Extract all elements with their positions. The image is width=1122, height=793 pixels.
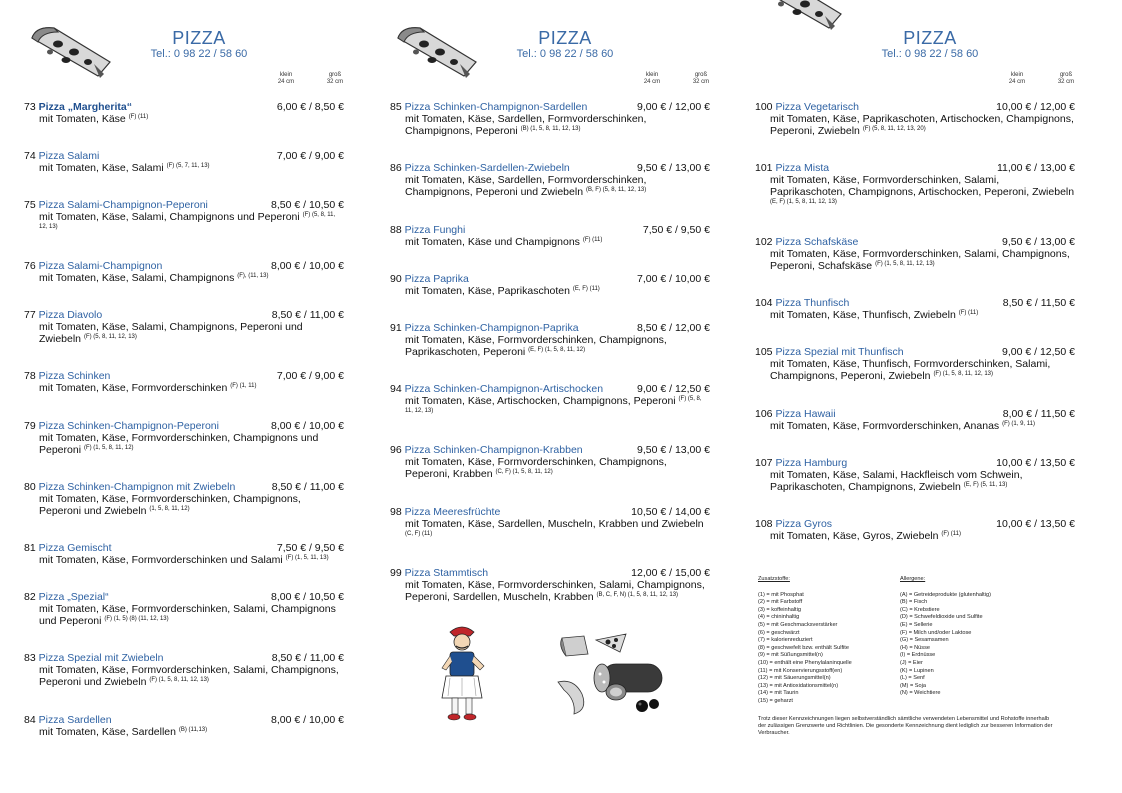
item-name: Pizza Gyros <box>775 518 833 530</box>
additive-entry: (14) = mit Taurin <box>758 690 799 697</box>
item-name: Pizza Meeresfrüchte <box>404 506 501 518</box>
allergen-entry: (L) = Senf <box>900 675 925 682</box>
item-name: Pizza Spezial mit Thunfisch <box>775 346 904 358</box>
allergen-entry: (C) = Krebstiere <box>900 606 940 613</box>
large-size-label: groß <box>328 72 342 78</box>
size-header <box>620 72 740 90</box>
additive-entry: (10) = enthält eine Phenylalaninquelle <box>758 659 852 666</box>
pizza-slice-icon <box>28 24 114 80</box>
item-name: Pizza Salami-Champignon-Peperoni <box>38 199 208 211</box>
item-codes: (F) (11) <box>582 237 603 243</box>
additive-entry: (6) = geschwärzt <box>758 629 800 636</box>
small-size-label: klein <box>279 72 293 78</box>
item-price: 8,50 € / 12,00 € <box>637 322 710 334</box>
menu-item <box>755 408 1075 432</box>
allergen-entry: (E) = Sellerie <box>900 621 933 628</box>
size-header <box>254 72 374 90</box>
menu-item <box>390 162 710 198</box>
additive-entry: (12) = mit Säuerungsmittel(n) <box>758 675 831 682</box>
item-price: 8,50 € / 10,50 € <box>271 199 344 211</box>
item-name: Pizza Salami <box>38 150 100 162</box>
item-number: 81 <box>24 542 36 554</box>
menu-item <box>24 652 344 688</box>
additives-legend <box>758 576 852 706</box>
item-name: Pizza Schinken-Champignon mit Zwiebeln <box>38 481 236 493</box>
item-description: mit Tomaten, Käse, Paprikaschoten, Artischocken, Champignons, Peperoni, Zwiebeln $^{(F) (5, 8, 11, 12, 13, 20)}$ <box>770 113 1074 137</box>
item-name: Pizza Spezial mit Zwiebeln <box>38 652 164 664</box>
allergen-entry: (K) = Lupinen <box>900 667 934 674</box>
item-price: 8,50 € / 11,00 € <box>271 652 344 664</box>
item-number: 106 <box>755 408 773 420</box>
item-description: mit Tomaten, Käse, Salami, Champignons und Peperoni $^{(F) (5, 8, 11, 12, 13)}$ <box>39 211 336 230</box>
item-price: 9,00 € / 12,00 € <box>637 101 710 113</box>
item-description: mit Tomaten, Käse, Gyros, Zwiebeln $^{(F) (11)}$ <box>770 530 961 542</box>
item-name: Pizza Schinken-Champignon-Paprika <box>404 322 579 334</box>
menu-item <box>755 457 1075 493</box>
item-name: Pizza Schinken-Sardellen-Zwiebeln <box>404 162 570 174</box>
item-name: Pizza Gemischt <box>38 542 112 554</box>
item-description: mit Tomaten, Käse, Formvorderschinken, Salami, Paprikaschoten, Champignons, Artischocken, Peperoni, Zwiebeln $^{(E, F) (1, 5, 8, 11, 12, 13)}$ <box>770 174 1075 205</box>
item-price: 10,50 € / 14,00 € <box>631 506 710 518</box>
pizza-slice-icon <box>394 24 480 80</box>
item-codes: (B, C, F, N) (1, 5, 8, 11, 12, 13) <box>596 592 679 598</box>
item-description: mit Tomaten, Käse, Formvorderschinken, Salami, Champignons, Peperoni und Zwiebeln $^{(F) (1, 5, 8, 11, 12, 13)}$ <box>39 664 339 688</box>
item-number: 82 <box>24 591 36 603</box>
additive-entry: (3) = koffeinhaltig <box>758 606 801 613</box>
item-price: 8,00 € / 10,50 € <box>271 591 344 603</box>
item-price: 9,00 € / 12,50 € <box>1002 346 1075 358</box>
item-price: 8,00 € / 10,00 € <box>271 420 344 432</box>
item-name: Pizza Hamburg <box>775 457 848 469</box>
item-number: 80 <box>24 481 36 493</box>
item-price: 8,50 € / 11,00 € <box>271 481 344 493</box>
item-name: Pizza Schinken-Champignon-Peperoni <box>38 420 219 432</box>
additive-entry: (8) = geschwefelt bzw. enthält Sulfite <box>758 644 849 651</box>
item-name: Pizza Sardellen <box>38 714 112 726</box>
item-description: mit Tomaten, Käse, Formvorderschinken, Salami, Champignons, Peperoni, Schafskäse $^{(F) (1, 5, 8, 11, 12, 13)}$ <box>770 248 1070 272</box>
item-number: 102 <box>755 236 773 248</box>
menu-item <box>390 383 710 419</box>
food-illustration <box>554 630 674 720</box>
item-description: mit Tomaten, Käse, Salami, Champignons $^{(F), (11, 13)}$ <box>39 272 269 284</box>
item-price: 8,00 € / 10,00 € <box>271 260 344 272</box>
menu-item <box>24 150 344 174</box>
additive-entry: (5) = mit Geschmacksverstärker <box>758 621 838 628</box>
item-price: 7,00 € / 10,00 € <box>637 273 710 285</box>
item-codes: (E, F) (1, 5, 8, 11, 12) <box>528 347 586 353</box>
item-name: Pizza Hawaii <box>775 408 836 420</box>
item-price: 10,00 € / 13,50 € <box>996 457 1075 469</box>
item-codes: (F) (5, 8, 11, 12, 13, 20) <box>862 126 926 132</box>
menu-item <box>24 481 344 517</box>
additive-entry: (9) = mit Süßungsmittel(n) <box>758 652 823 659</box>
item-price: 7,50 € / 9,50 € <box>276 542 344 554</box>
item-name: Pizza Schinken <box>38 370 111 382</box>
item-number: 99 <box>390 567 402 579</box>
item-codes: (F) (1, 5) (8) (11, 12, 13) <box>104 616 169 622</box>
item-number: 108 <box>755 518 773 530</box>
allergen-entry: (N) = Weichtiere <box>900 690 941 697</box>
item-number: 104 <box>755 297 773 309</box>
item-number: 83 <box>24 652 36 664</box>
item-number: 91 <box>390 322 402 334</box>
menu-item <box>390 444 710 480</box>
item-codes: (E, F) (1, 5, 8, 11, 12, 13) <box>770 199 837 205</box>
page-title: PIZZA <box>903 28 957 48</box>
allergen-entry: (B) = Fisch <box>900 599 928 606</box>
item-number: 100 <box>755 101 773 113</box>
item-price: 9,50 € / 13,00 € <box>637 162 710 174</box>
item-price: 8,00 € / 11,50 € <box>1002 408 1075 420</box>
item-name: Pizza Thunfisch <box>775 297 850 309</box>
menu-item <box>755 236 1075 272</box>
item-name: Pizza „Margherita“ <box>38 101 132 113</box>
additive-entry: (11) = mit Konservierungsstoff(en) <box>758 667 843 674</box>
item-name: Pizza Schafskäse <box>775 236 859 248</box>
menu-item <box>24 309 344 345</box>
item-price: 7,00 € / 9,00 € <box>276 370 344 382</box>
item-price: 9,50 € / 13,00 € <box>637 444 710 456</box>
item-number: 84 <box>24 714 36 726</box>
item-description: mit Tomaten, Käse, Formvorderschinken, Champignons, Peperoni, Krabben $^{(C, F) (1, 5, 8, 11, 12)}$ <box>405 456 667 480</box>
item-number: 76 <box>24 260 36 272</box>
allergen-entry: (H) = Nüsse <box>900 644 930 651</box>
item-description: mit Tomaten, Käse, Sardellen, Muscheln, Krabben und Zwiebeln $^{(C, F) (11)}$ <box>405 518 704 537</box>
menu-item <box>390 506 710 542</box>
menu-column-2 <box>390 0 740 793</box>
allergens-title: Allergene: <box>900 576 926 582</box>
item-codes: (F) (5, 8, 11, 12, 13) <box>405 396 702 414</box>
item-name: Pizza Vegetarisch <box>775 101 859 113</box>
legend-note: Trotz dieser Kennzeichnungen liegen selbstverständlich sämtliche verwendeten Lebensmittel und Rohstoffe innerhalb der zulässigen Grenzwerte und Richtlinien. Die gesonderte Kennzeichnung dient lediglich zur besseren Information der Verbraucher. <box>758 716 1053 736</box>
large-size-label: groß <box>1059 72 1073 78</box>
allergen-entry: (D) = Schwefeldioxide und Sulfite <box>900 614 983 621</box>
small-size-cm: 24 cm <box>643 79 661 85</box>
large-size-cm: 32 cm <box>692 79 710 85</box>
item-number: 96 <box>390 444 402 456</box>
additive-entry: (7) = kalorienreduziert <box>758 637 813 644</box>
item-number: 101 <box>755 162 773 174</box>
item-description: mit Tomaten, Käse, Artischocken, Champignons, Peperoni $^{(F) (5, 8, 11, 12, 13)}$ <box>405 395 702 414</box>
item-codes: (F) (1, 9, 11) <box>1002 421 1035 427</box>
large-size-cm: 32 cm <box>1057 79 1075 85</box>
item-description: mit Tomaten, Käse, Formvorderschinken, Champignons, Paprikaschoten, Peperoni $^{(E, F) (1, 5, 8, 11, 12)}$ <box>405 334 667 358</box>
item-codes: (F) (1, 5, 8, 11, 12, 13) <box>875 261 935 267</box>
page-title: PIZZA <box>172 28 226 48</box>
item-name: Pizza Salami-Champignon <box>38 260 163 272</box>
allergen-entry: (M) = Soja <box>900 682 926 689</box>
item-codes: (1, 5, 8, 11, 12) <box>149 506 190 512</box>
item-description: mit Tomaten, Käse, Formvorderschinken, Champignons und Peperoni $^{(F) (1, 5, 8, 11, 12)}$ <box>39 432 319 456</box>
item-number: 90 <box>390 273 402 285</box>
item-codes: (B, F) (5, 8, 11, 12, 13) <box>585 187 647 193</box>
menu-item <box>390 101 710 137</box>
item-codes: (F) (1, 5, 11, 13) <box>285 555 329 561</box>
menu-column-1 <box>24 0 374 793</box>
waiter-illustration <box>434 622 490 722</box>
large-size-cm: 32 cm <box>326 79 344 85</box>
item-codes: (E, F) (11) <box>572 286 600 292</box>
item-price: 11,00 € / 13,00 € <box>996 162 1075 174</box>
item-codes: (F) (1, 5, 8, 11, 12) <box>83 445 134 451</box>
item-description: mit Tomaten, Käse, Salami $^{(F) (5, 7, 11, 13)}$ <box>39 162 210 174</box>
menu-item <box>24 591 344 627</box>
item-description: mit Tomaten, Käse, Formvorderschinken, Ananas $^{(F) (1, 9, 11)}$ <box>770 420 1035 432</box>
menu-item <box>390 273 710 297</box>
phone-number: Tel.: 0 98 22 / 58 60 <box>516 48 614 60</box>
menu-item <box>24 714 344 738</box>
small-size-cm: 24 cm <box>277 79 295 85</box>
item-codes: (F) (11) <box>958 310 979 316</box>
menu-item <box>24 420 344 456</box>
item-price: 10,00 € / 12,00 € <box>996 101 1075 113</box>
item-price: 7,50 € / 9,50 € <box>642 224 710 236</box>
item-number: 88 <box>390 224 402 236</box>
additives-title: Zusatzstoffe: <box>758 576 790 582</box>
item-price: 8,00 € / 10,00 € <box>271 714 344 726</box>
item-description: mit Tomaten, Käse $^{(F) (11)}$ <box>39 113 149 125</box>
item-codes: (F) (5, 8, 11, 12, 13) <box>39 212 336 230</box>
item-name: Pizza Schinken-Champignon-Artischocken <box>404 383 604 395</box>
size-header <box>985 72 1105 90</box>
menu-item <box>755 162 1075 210</box>
item-description: mit Tomaten, Käse, Sardellen, Formvorderschinken, Champignons, Peperoni $^{(B) (1, 5, 8, 11, 12, 13)}$ <box>405 113 647 137</box>
item-number: 74 <box>24 150 36 162</box>
menu-item <box>755 518 1075 542</box>
item-codes: (B) (11,13) <box>178 727 208 733</box>
allergens-legend <box>900 576 991 698</box>
item-codes: (B) (1, 5, 8, 11, 12, 13) <box>520 126 581 132</box>
small-size-label: klein <box>1010 72 1024 78</box>
menu-item <box>24 542 344 566</box>
item-description: mit Tomaten, Käse, Sardellen $^{(B) (11,13)}$ <box>39 726 208 738</box>
allergen-entry: (G) = Sesamsamen <box>900 637 949 644</box>
pizza-slice-icon <box>759 0 845 32</box>
allergen-entry: (I) = Erdnüsse <box>900 652 936 659</box>
item-price: 8,50 € / 11,00 € <box>271 309 344 321</box>
item-number: 107 <box>755 457 773 469</box>
item-codes: (E, F) (5, 11, 13) <box>963 482 1008 488</box>
item-description: mit Tomaten, Käse, Formvorderschinken, Salami, Champignons, Peperoni, Sardellen, Muscheln, Krabben $^{(B, C, F, N) (1, 5, 8, 11, 12, 13)}$ <box>405 579 705 603</box>
item-name: Pizza Stammtisch <box>404 567 489 579</box>
item-name: Pizza Diavolo <box>38 309 103 321</box>
phone-number: Tel.: 0 98 22 / 58 60 <box>150 48 248 60</box>
item-description: mit Tomaten, Käse, Salami, Champignons, Peperoni und Zwiebeln $^{(F) (5, 8, 11, 12, 13)}$ <box>39 321 303 345</box>
item-description: mit Tomaten, Käse, Thunfisch, Zwiebeln $^{(F) (11)}$ <box>770 309 979 321</box>
menu-item <box>755 101 1075 137</box>
item-price: 8,50 € / 11,50 € <box>1002 297 1075 309</box>
menu-item <box>390 322 710 358</box>
item-description: mit Tomaten, Käse und Champignons $^{(F) (11)}$ <box>405 236 603 248</box>
item-codes: (F) (1, 11) <box>230 383 257 389</box>
item-codes: (C, F) (1, 5, 8, 11, 12) <box>495 469 553 475</box>
item-number: 94 <box>390 383 402 395</box>
item-number: 105 <box>755 346 773 358</box>
item-price: 10,00 € / 13,50 € <box>996 518 1075 530</box>
item-description: mit Tomaten, Käse, Salami, Hackfleisch vom Schwein, Paprikaschoten, Champignons, Zwiebeln $^{(E, F) (5, 11, 13)}$ <box>770 469 1023 493</box>
item-codes: (F) (1, 5, 8, 11, 12, 13) <box>933 371 994 377</box>
item-description: mit Tomaten, Käse, Formvorderschinken, Salami, Champignons und Peperoni $^{(F) (1, 5) (8) (11, 12, 13)}$ <box>39 603 336 627</box>
phone-number: Tel.: 0 98 22 / 58 60 <box>881 48 979 60</box>
item-name: Pizza Schinken-Champignon-Sardellen <box>404 101 588 113</box>
menu-item <box>755 346 1075 382</box>
item-description: mit Tomaten, Käse, Formvorderschinken $^{(F) (1, 11)}$ <box>39 382 257 394</box>
additive-entry: (4) = chininhaltig <box>758 614 800 621</box>
item-codes: (F) (1, 5, 8, 11, 12, 13) <box>149 677 209 683</box>
item-description: mit Tomaten, Käse, Paprikaschoten $^{(E, F) (11)}$ <box>405 285 600 297</box>
small-size-cm: 24 cm <box>1008 79 1026 85</box>
item-description: mit Tomaten, Käse, Thunfisch, Formvorderschinken, Salami, Champignons, Peperoni, Zwiebeln $^{(F) (1, 5, 8, 11, 12, 13)}$ <box>770 358 1051 382</box>
item-price: 6,00 € / 8,50 € <box>276 101 344 113</box>
item-number: 73 <box>24 101 36 113</box>
menu-item <box>755 297 1075 321</box>
allergen-entry: (J) = Eier <box>900 659 923 666</box>
item-codes: (C, F) (11) <box>405 531 433 537</box>
item-price: 7,00 € / 9,00 € <box>276 150 344 162</box>
item-name: Pizza Schinken-Champignon-Krabben <box>404 444 583 456</box>
item-codes: (F) (11) <box>128 114 149 120</box>
item-codes: (F), (11, 13) <box>237 273 269 279</box>
item-name: Pizza „Spezial“ <box>38 591 109 603</box>
additive-entry: (2) = mit Farbstoff <box>758 599 803 606</box>
item-number: 78 <box>24 370 36 382</box>
item-price: 9,50 € / 13,00 € <box>1002 236 1075 248</box>
item-name: Pizza Funghi <box>404 224 466 236</box>
item-number: 79 <box>24 420 36 432</box>
menu-item <box>24 370 344 394</box>
item-number: 98 <box>390 506 402 518</box>
large-size-label: groß <box>694 72 708 78</box>
small-size-label: klein <box>645 72 659 78</box>
additive-entry: (15) = geharzt <box>758 697 793 704</box>
additive-entry: (1) = mit Phosphat <box>758 591 804 598</box>
menu-item <box>24 101 344 125</box>
item-description: mit Tomaten, Käse, Sardellen, Formvorderschinken, Champignons, Peperoni und Zwiebeln $^{(B, F) (5, 8, 11, 12, 13)}$ <box>405 174 647 198</box>
item-price: 12,00 € / 15,00 € <box>631 567 710 579</box>
menu-item <box>390 567 710 603</box>
item-description: mit Tomaten, Käse, Formvorderschinken, Champignons, Peperoni und Zwiebeln $^{(1, 5, 8, 11, 12)}$ <box>39 493 301 517</box>
item-number: 77 <box>24 309 36 321</box>
item-description: mit Tomaten, Käse, Formvorderschinken und Salami $^{(F) (1, 5, 11, 13)}$ <box>39 554 329 566</box>
menu-item <box>24 199 344 235</box>
menu-item <box>24 260 344 284</box>
item-number: 75 <box>24 199 36 211</box>
menu-item <box>390 224 710 248</box>
allergen-entry: (A) = Getreideprodukte (glutenhaltig) <box>900 591 991 598</box>
additive-entry: (13) = mit Antioxidationsmittel(n) <box>758 682 839 689</box>
item-codes: (F) (5, 8, 11, 12, 13) <box>83 334 137 340</box>
item-number: 85 <box>390 101 402 113</box>
item-codes: (F) (11) <box>941 531 961 537</box>
item-number: 86 <box>390 162 402 174</box>
item-codes: (F) (5, 7, 11, 13) <box>166 163 210 169</box>
allergen-entry: (F) = Milch und/oder Laktose <box>900 629 972 636</box>
item-name: Pizza Paprika <box>404 273 469 285</box>
item-price: 9,00 € / 12,50 € <box>637 383 710 395</box>
page-title: PIZZA <box>538 28 592 48</box>
item-name: Pizza Mista <box>775 162 830 174</box>
